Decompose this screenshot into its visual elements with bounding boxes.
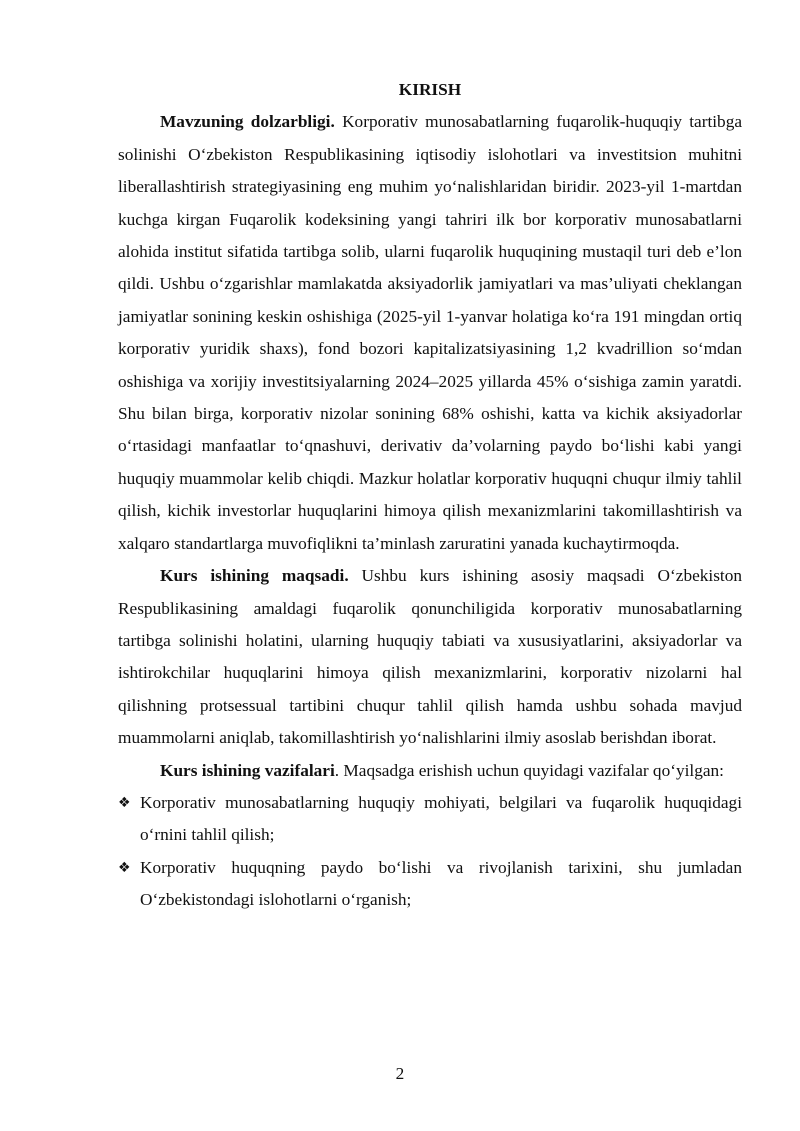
- diamond-bullet-icon: ❖: [118, 859, 131, 876]
- relevance-paragraph: [118, 106, 742, 560]
- list-item: [118, 787, 742, 852]
- list-item-text: Korporativ munosabatlarning huquqiy mohiyati, belgilari va fuqarolik huquqidagi o‘rnini tahlil qilish;: [140, 792, 742, 845]
- goal-heading: Kurs ishining maqsadi.: [160, 566, 349, 586]
- tasks-intro-text: . Maqsadga erishish uchun quyidagi vazifalar qo‘yilgan:: [334, 760, 724, 780]
- list-item-text: Korporativ huquqning paydo bo‘lishi va rivojlanish tarixini, shu jumladan O‘zbekistondagi islohotlarni o‘rganish;: [140, 857, 742, 910]
- relevance-text: Korporativ munosabatlarning fuqarolik-huquqiy tartibga solinishi O‘zbekiston Respublikasining iqtisodiy islohotlari va investitsion muhitni liberallashtirish strategiyasining eng muhim yo‘nalishlaridan biridir. 2023-yil 1-martdan kuchga kirgan Fuqarolik kodeksining yangi tahriri ilk bor korporativ munosabatlarni alohida institut sifatida tartibga solib, ularni fuqarolik huquqining mustaqil turi deb e’lon qildi. Ushbu o‘zgarishlar mamlakatda aksiyadorlik jamiyatlari va mas’uliyati cheklangan jamiyatlar sonining keskin oshishiga (2025-yil 1-yanvar holatiga ko‘ra 191 mingdan ortiq korporativ yuridik shaxs), fond bozori kapitalizatsiyasining 1,2 kvadrillion so‘mdan oshishiga va xorijiy investitsiyalarning 2024–2025 yillarda 45% o‘sishiga zamin yaratdi. Shu bilan birga, korporativ nizolar sonining 68% oshishi, katta va kichik aksiyadorlar o‘rtasidagi manfaatlar to‘qnashuvi, derivativ da’volarning paydo bo‘lishi kabi yangi huquqiy muammolar kelib chiqdi. Mazkur holatlar korporativ huquqni chuqur ilmiy tahlil qilish, kichik investorlar huquqlarini himoya qilish mexanizmlarini takomillashtirish va xalqaro standartlarga muvofiqlikni ta’minlash zaruratini yanada kuchaytirmoqda.: [118, 112, 743, 553]
- page-number: 2: [395, 1064, 405, 1083]
- goal-text: Ushbu kurs ishining asosiy maqsadi O‘zbekiston Respublikasining amaldagi fuqarolik qonunchiligida korporativ munosabatlarning tartibga solinishi holatini, ularning huquqiy tabiati va xususiyatlarini, aksiyadorlar va ishtirokchilar huquqlarini himoya qilish mexanizmlarini, korporativ nizolarni hal qilishning protsessual tartibini chuqur tahlil qilish hamda ushbu sohada mavjud muammolarni aniqlab, takomillashtirish yo‘nalishlarini ilmiy asoslab berishdan iborat.: [118, 566, 742, 748]
- relevance-heading: Mavzuning dolzarbligi.: [160, 112, 335, 132]
- diamond-bullet-icon: ❖: [118, 794, 131, 811]
- goal-paragraph: [118, 560, 742, 754]
- tasks-paragraph: [118, 755, 742, 787]
- tasks-list: [118, 787, 742, 917]
- section-title: KIRISH: [398, 80, 462, 99]
- document-page: [118, 74, 742, 917]
- tasks-heading: Kurs ishining vazifalari: [160, 760, 335, 780]
- list-item: [118, 852, 742, 917]
